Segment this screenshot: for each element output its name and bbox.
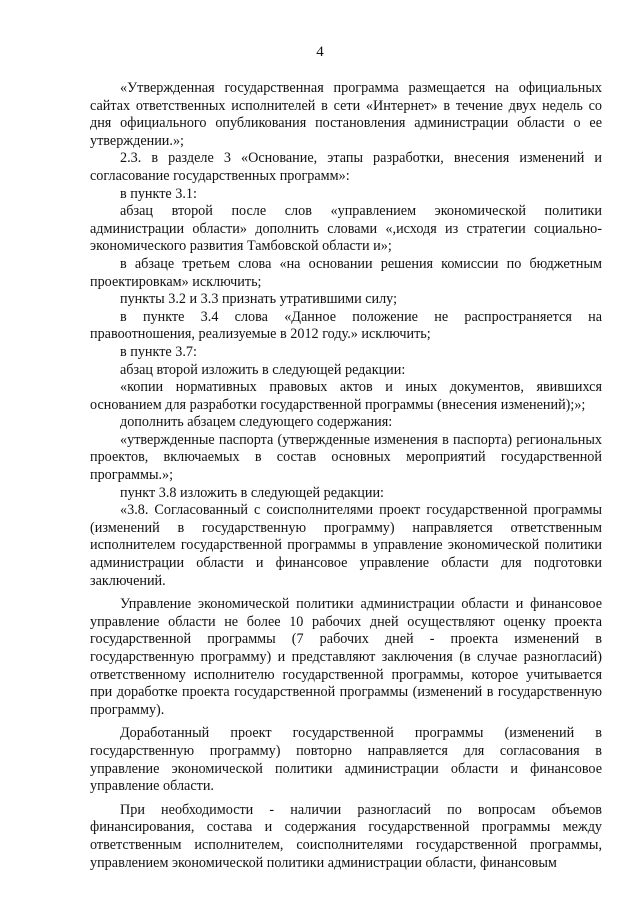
paragraph-point-3-4: в пункте 3.4 слова «Данное положение не распространяется на правоотношения, реализуемые в 2012 году.» исключить;	[90, 308, 602, 343]
paragraph-3-1-third: в абзаце третьем слова «на основании решения комиссии по бюджетным проектировкам» исключить;	[90, 255, 602, 290]
paragraph-3-8-disagreements: При необходимости - наличии разногласий по вопросам объемов финансирования, состава и содержания государственной программы между ответственным исполнителем, соисполнителями государственной программы, управлением экономической политики администрации области, финансовым	[90, 801, 602, 871]
paragraph-publication: «Утвержденная государственная программа размещается на официальных сайтах ответственных исполнителей в сети «Интернет» в течение двух недель со дня официального опубликования постановления администрации области о ее утверждении.»;	[90, 80, 602, 149]
paragraph-3-8-text: «3.8. Согласованный с соисполнителями проект государственной программы (изменений в государственную программу) направляется ответственным исполнителем государственной программы в управление экономической политики администрации области и финансовое управление области для подготовки заключений.	[90, 502, 602, 589]
paragraph-3-7-add: дополнить абзацем следующего содержания:	[120, 414, 393, 431]
paragraph-3-7-second: абзац второй изложить в следующей редакции:	[120, 361, 406, 378]
paragraph-point-3-1: в пункте 3.1:	[120, 185, 197, 202]
document-body	[90, 80, 602, 872]
paragraph-3-7-copies: «копии нормативных правовых актов и иных документов, явившихся основанием для разработки государственной программы (внесения изменений);»;	[90, 379, 602, 413]
paragraph-3-7-passports: «утвержденные паспорта (утвержденные изменения в паспорта) региональных проектов, включаемых в состав основных мероприятий государственной программы.»;	[90, 431, 602, 484]
paragraph-3-8-revised: Доработанный проект государственной программы (изменений в государственную программу) повторно направляется для согласования в управление экономической политики администрации области и финансовое управление области.	[90, 725, 602, 795]
paragraph-3-1-second: абзац второй после слов «управлением экономической политики администрации области» дополнить словами «,исходя из стратегии социально-экономического развития Тамбовской области и»;	[90, 203, 602, 255]
paragraph-section-3: 2.3. в разделе 3 «Основание, этапы разработки, внесения изменений и согласование государственных программ»:	[90, 150, 602, 184]
paragraph-3-8-assessment: Управление экономической политики администрации области и финансовое управление области не более 10 рабочих дней осуществляют оценку проекта государственной программы (7 рабочих дней - проекта изменений в государственную программу) и представляют заключения (в случае разногласий) ответственному исполнителю государственной программы, которое учитывается при доработке проекта государственной программы (изменений в государственную программу).	[90, 596, 602, 718]
paragraph-points-3-2-3-3: пункты 3.2 и 3.3 признать утратившими силу;	[120, 291, 398, 308]
paragraph-point-3-7: в пункте 3.7:	[120, 343, 197, 360]
paragraph-point-3-8: пункт 3.8 изложить в следующей редакции:	[120, 484, 384, 501]
page-number: 4	[316, 44, 324, 60]
